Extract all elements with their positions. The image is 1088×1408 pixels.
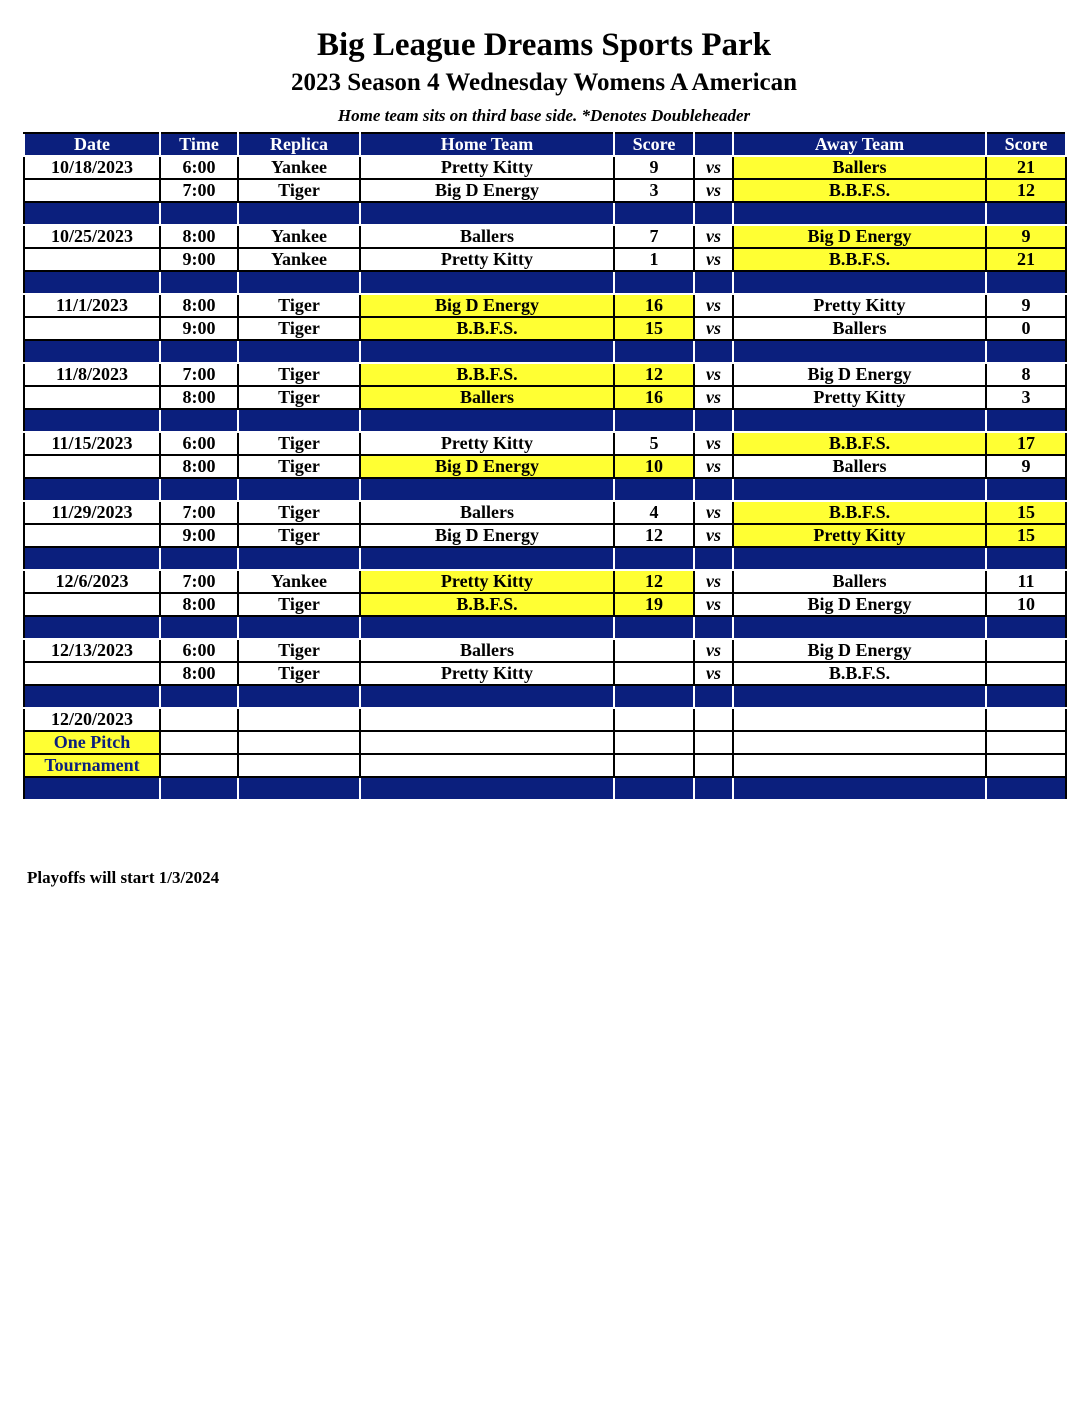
separator-cell xyxy=(986,202,1066,225)
game-row xyxy=(24,432,1066,455)
separator-cell xyxy=(24,340,160,363)
empty-cell xyxy=(238,731,360,754)
away-score: 21 xyxy=(986,156,1066,179)
game-time: 8:00 xyxy=(160,294,238,317)
separator-row xyxy=(24,777,1066,800)
away-score: 9 xyxy=(986,225,1066,248)
away-team: Ballers xyxy=(733,455,986,478)
separator-cell xyxy=(24,547,160,570)
page-title: Big League Dreams Sports Park xyxy=(316,27,772,63)
playoffs-note: Playoffs will start 1/3/2024 xyxy=(27,868,220,887)
game-date xyxy=(24,455,160,478)
empty-cell xyxy=(360,731,614,754)
separator-row xyxy=(24,478,1066,501)
vs-label: vs xyxy=(694,501,733,524)
game-date xyxy=(24,662,160,685)
game-replica: Tiger xyxy=(238,294,360,317)
game-row xyxy=(24,639,1066,662)
separator-row xyxy=(24,616,1066,639)
game-replica: Tiger xyxy=(238,662,360,685)
away-team: Ballers xyxy=(733,156,986,179)
home-score: 16 xyxy=(614,294,694,317)
game-replica: Yankee xyxy=(238,570,360,593)
away-score xyxy=(986,662,1066,685)
game-date: 12/6/2023 xyxy=(24,570,160,593)
separator-cell xyxy=(694,271,733,294)
game-time: 7:00 xyxy=(160,179,238,202)
separator-cell xyxy=(694,685,733,708)
separator-cell xyxy=(733,340,986,363)
separator-cell xyxy=(733,547,986,570)
home-score xyxy=(614,662,694,685)
vs-label: vs xyxy=(694,593,733,616)
separator-cell xyxy=(694,616,733,639)
game-time: 7:00 xyxy=(160,363,238,386)
home-score: 1 xyxy=(614,248,694,271)
separator-cell xyxy=(733,478,986,501)
separator-cell xyxy=(733,616,986,639)
away-score: 9 xyxy=(986,455,1066,478)
empty-cell xyxy=(986,708,1066,731)
separator-cell xyxy=(986,271,1066,294)
game-date xyxy=(24,386,160,409)
home-score: 19 xyxy=(614,593,694,616)
home-score: 9 xyxy=(614,156,694,179)
vs-label: vs xyxy=(694,248,733,271)
game-time: 6:00 xyxy=(160,639,238,662)
separator-cell xyxy=(733,271,986,294)
separator-cell xyxy=(160,409,238,432)
empty-cell xyxy=(694,708,733,731)
separator-cell xyxy=(733,685,986,708)
empty-cell xyxy=(733,708,986,731)
game-replica: Tiger xyxy=(238,524,360,547)
away-team: Pretty Kitty xyxy=(733,524,986,547)
separator-cell xyxy=(160,685,238,708)
home-team: B.B.F.S. xyxy=(360,317,614,340)
away-team: B.B.F.S. xyxy=(733,432,986,455)
home-team: Pretty Kitty xyxy=(360,248,614,271)
tournament-row xyxy=(24,731,1066,754)
vs-label: vs xyxy=(694,363,733,386)
home-team: Pretty Kitty xyxy=(360,662,614,685)
game-time: 6:00 xyxy=(160,432,238,455)
home-score: 10 xyxy=(614,455,694,478)
game-replica: Tiger xyxy=(238,386,360,409)
home-team: B.B.F.S. xyxy=(360,363,614,386)
separator-cell xyxy=(986,478,1066,501)
home-score: 15 xyxy=(614,317,694,340)
vs-label: vs xyxy=(694,179,733,202)
separator-cell xyxy=(986,777,1066,800)
separator-cell xyxy=(360,340,614,363)
game-replica: Tiger xyxy=(238,317,360,340)
game-date: 11/15/2023 xyxy=(24,432,160,455)
empty-cell xyxy=(360,754,614,777)
game-replica: Tiger xyxy=(238,593,360,616)
game-time: 9:00 xyxy=(160,524,238,547)
separator-cell xyxy=(160,271,238,294)
game-replica: Tiger xyxy=(238,179,360,202)
separator-cell xyxy=(360,271,614,294)
separator-cell xyxy=(360,616,614,639)
separator-row xyxy=(24,547,1066,570)
empty-cell xyxy=(694,731,733,754)
vs-label: vs xyxy=(694,639,733,662)
game-date: 11/29/2023 xyxy=(24,501,160,524)
separator-row xyxy=(24,271,1066,294)
game-replica: Tiger xyxy=(238,455,360,478)
away-team: Pretty Kitty xyxy=(733,386,986,409)
separator-cell xyxy=(733,202,986,225)
home-score xyxy=(614,639,694,662)
separator-cell xyxy=(360,685,614,708)
empty-cell xyxy=(614,731,694,754)
home-score: 12 xyxy=(614,524,694,547)
vs-label: vs xyxy=(694,570,733,593)
home-team: Big D Energy xyxy=(360,294,614,317)
game-date xyxy=(24,524,160,547)
game-date: 12/20/2023 xyxy=(24,708,160,731)
separator-cell xyxy=(614,685,694,708)
separator-cell xyxy=(238,547,360,570)
game-row xyxy=(24,225,1066,248)
separator-cell xyxy=(160,340,238,363)
vs-label: vs xyxy=(694,156,733,179)
tournament-label: Tournament xyxy=(24,754,160,777)
empty-cell xyxy=(614,708,694,731)
home-team-note: Home team sits on third base side. *Denotes Doubleheader xyxy=(337,106,751,125)
game-date xyxy=(24,593,160,616)
empty-cell xyxy=(238,708,360,731)
separator-cell xyxy=(694,547,733,570)
vs-label: vs xyxy=(694,386,733,409)
col-away-score: Score xyxy=(986,133,1066,156)
home-score: 4 xyxy=(614,501,694,524)
game-date xyxy=(24,179,160,202)
separator-cell xyxy=(986,340,1066,363)
separator-cell xyxy=(614,340,694,363)
separator-cell xyxy=(24,271,160,294)
separator-cell xyxy=(238,777,360,800)
separator-cell xyxy=(160,777,238,800)
home-team: Big D Energy xyxy=(360,179,614,202)
game-time: 6:00 xyxy=(160,156,238,179)
vs-label: vs xyxy=(694,225,733,248)
home-team: Big D Energy xyxy=(360,455,614,478)
game-date: 10/25/2023 xyxy=(24,225,160,248)
separator-cell xyxy=(694,202,733,225)
empty-cell xyxy=(238,754,360,777)
game-date xyxy=(24,317,160,340)
vs-label: vs xyxy=(694,317,733,340)
separator-cell xyxy=(986,616,1066,639)
away-team: B.B.F.S. xyxy=(733,248,986,271)
separator-row xyxy=(24,409,1066,432)
separator-cell xyxy=(238,202,360,225)
empty-cell xyxy=(160,731,238,754)
game-date: 12/13/2023 xyxy=(24,639,160,662)
game-replica: Tiger xyxy=(238,639,360,662)
separator-cell xyxy=(986,685,1066,708)
away-team: Big D Energy xyxy=(733,363,986,386)
home-team: Pretty Kitty xyxy=(360,156,614,179)
separator-cell xyxy=(238,616,360,639)
game-time: 8:00 xyxy=(160,386,238,409)
separator-cell xyxy=(614,478,694,501)
col-vs xyxy=(694,133,733,156)
away-team: Big D Energy xyxy=(733,593,986,616)
separator-cell xyxy=(238,271,360,294)
vs-label: vs xyxy=(694,294,733,317)
game-row xyxy=(24,570,1066,593)
col-away-team: Away Team xyxy=(733,133,986,156)
separator-cell xyxy=(24,616,160,639)
home-score: 12 xyxy=(614,570,694,593)
col-home-team: Home Team xyxy=(360,133,614,156)
separator-cell xyxy=(24,409,160,432)
separator-cell xyxy=(238,685,360,708)
empty-cell xyxy=(733,731,986,754)
game-time: 7:00 xyxy=(160,501,238,524)
separator-cell xyxy=(24,202,160,225)
col-home-score: Score xyxy=(614,133,694,156)
home-team: B.B.F.S. xyxy=(360,593,614,616)
game-date xyxy=(24,248,160,271)
col-date: Date xyxy=(24,133,160,156)
separator-cell xyxy=(24,478,160,501)
col-time: Time xyxy=(160,133,238,156)
away-score: 11 xyxy=(986,570,1066,593)
away-score: 9 xyxy=(986,294,1066,317)
schedule-table xyxy=(23,132,1067,801)
separator-cell xyxy=(160,202,238,225)
separator-cell xyxy=(160,547,238,570)
empty-cell xyxy=(160,708,238,731)
tournament-date-row xyxy=(24,708,1066,731)
empty-cell xyxy=(986,754,1066,777)
game-row xyxy=(24,248,1066,271)
game-replica: Yankee xyxy=(238,156,360,179)
separator-cell xyxy=(986,409,1066,432)
away-score: 3 xyxy=(986,386,1066,409)
away-score xyxy=(986,639,1066,662)
empty-cell xyxy=(694,754,733,777)
game-replica: Yankee xyxy=(238,248,360,271)
separator-cell xyxy=(238,340,360,363)
game-row xyxy=(24,524,1066,547)
away-score: 0 xyxy=(986,317,1066,340)
game-date: 11/1/2023 xyxy=(24,294,160,317)
away-score: 15 xyxy=(986,501,1066,524)
separator-cell xyxy=(360,202,614,225)
separator-cell xyxy=(694,409,733,432)
away-team: Big D Energy xyxy=(733,639,986,662)
home-score: 3 xyxy=(614,179,694,202)
game-date: 11/8/2023 xyxy=(24,363,160,386)
game-row xyxy=(24,317,1066,340)
tournament-row xyxy=(24,754,1066,777)
away-score: 12 xyxy=(986,179,1066,202)
away-team: Ballers xyxy=(733,570,986,593)
separator-cell xyxy=(614,409,694,432)
game-replica: Yankee xyxy=(238,225,360,248)
separator-row xyxy=(24,685,1066,708)
home-team: Big D Energy xyxy=(360,524,614,547)
header-row xyxy=(24,133,1066,156)
separator-cell xyxy=(614,777,694,800)
vs-label: vs xyxy=(694,524,733,547)
game-time: 9:00 xyxy=(160,317,238,340)
game-row xyxy=(24,294,1066,317)
away-score: 10 xyxy=(986,593,1066,616)
vs-label: vs xyxy=(694,662,733,685)
empty-cell xyxy=(160,754,238,777)
home-team: Ballers xyxy=(360,225,614,248)
away-team: Big D Energy xyxy=(733,225,986,248)
away-team: B.B.F.S. xyxy=(733,179,986,202)
separator-cell xyxy=(614,271,694,294)
game-replica: Tiger xyxy=(238,432,360,455)
separator-row xyxy=(24,340,1066,363)
game-time: 8:00 xyxy=(160,593,238,616)
away-team: B.B.F.S. xyxy=(733,662,986,685)
game-time: 8:00 xyxy=(160,662,238,685)
empty-cell xyxy=(360,708,614,731)
separator-cell xyxy=(24,777,160,800)
away-team: Ballers xyxy=(733,317,986,340)
game-row xyxy=(24,662,1066,685)
home-score: 5 xyxy=(614,432,694,455)
away-score: 21 xyxy=(986,248,1066,271)
home-score: 12 xyxy=(614,363,694,386)
home-team: Ballers xyxy=(360,501,614,524)
separator-row xyxy=(24,202,1066,225)
schedule-body xyxy=(24,156,1066,800)
home-team: Ballers xyxy=(360,386,614,409)
home-score: 7 xyxy=(614,225,694,248)
separator-cell xyxy=(360,478,614,501)
separator-cell xyxy=(733,777,986,800)
game-time: 8:00 xyxy=(160,455,238,478)
separator-cell xyxy=(360,777,614,800)
game-row xyxy=(24,179,1066,202)
empty-cell xyxy=(614,754,694,777)
away-team: Pretty Kitty xyxy=(733,294,986,317)
tournament-label: One Pitch xyxy=(24,731,160,754)
separator-cell xyxy=(694,777,733,800)
home-team: Pretty Kitty xyxy=(360,570,614,593)
away-score: 15 xyxy=(986,524,1066,547)
home-score: 16 xyxy=(614,386,694,409)
separator-cell xyxy=(733,409,986,432)
separator-cell xyxy=(360,547,614,570)
col-replica: Replica xyxy=(238,133,360,156)
game-time: 9:00 xyxy=(160,248,238,271)
game-replica: Tiger xyxy=(238,363,360,386)
home-team: Pretty Kitty xyxy=(360,432,614,455)
game-date: 10/18/2023 xyxy=(24,156,160,179)
away-team: B.B.F.S. xyxy=(733,501,986,524)
game-row xyxy=(24,363,1066,386)
empty-cell xyxy=(733,754,986,777)
separator-cell xyxy=(694,340,733,363)
separator-cell xyxy=(238,478,360,501)
game-row xyxy=(24,501,1066,524)
game-row xyxy=(24,455,1066,478)
separator-cell xyxy=(614,616,694,639)
separator-cell xyxy=(986,547,1066,570)
game-replica: Tiger xyxy=(238,501,360,524)
page-subtitle: 2023 Season 4 Wednesday Womens A American xyxy=(290,69,798,96)
vs-label: vs xyxy=(694,432,733,455)
separator-cell xyxy=(360,409,614,432)
separator-cell xyxy=(614,202,694,225)
vs-label: vs xyxy=(694,455,733,478)
home-team: Ballers xyxy=(360,639,614,662)
separator-cell xyxy=(160,616,238,639)
game-row xyxy=(24,593,1066,616)
game-time: 7:00 xyxy=(160,570,238,593)
separator-cell xyxy=(238,409,360,432)
separator-cell xyxy=(694,478,733,501)
game-row xyxy=(24,386,1066,409)
separator-cell xyxy=(160,478,238,501)
separator-cell xyxy=(24,685,160,708)
empty-cell xyxy=(986,731,1066,754)
game-time: 8:00 xyxy=(160,225,238,248)
game-row xyxy=(24,156,1066,179)
away-score: 8 xyxy=(986,363,1066,386)
away-score: 17 xyxy=(986,432,1066,455)
separator-cell xyxy=(614,547,694,570)
